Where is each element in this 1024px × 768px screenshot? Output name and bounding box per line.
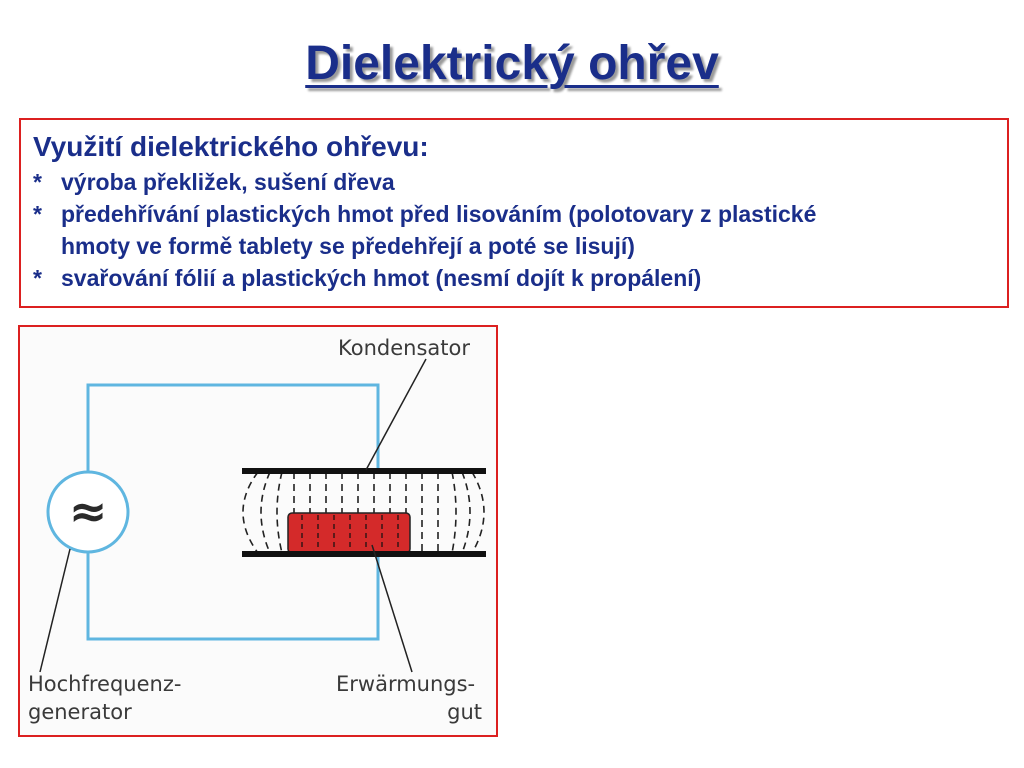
- bullet-text: svařování fólií a plastických hmot (nesmí dojít k propálení): [61, 265, 702, 291]
- bullet-marker: *: [33, 201, 42, 227]
- usage-heading: Využití dielektrického ohřevu:: [33, 131, 429, 162]
- capacitor-bottom-plate: [242, 551, 486, 557]
- dielectric-heating-diagram: [18, 325, 498, 737]
- circuit-wire-bottom: [88, 547, 378, 639]
- bullet-item: [33, 262, 995, 294]
- bullet-marker: *: [33, 265, 42, 291]
- circuit-wire-top: [88, 385, 378, 477]
- generator-label-line2: generator: [28, 700, 132, 724]
- ac-wave-icon: ≈: [68, 484, 108, 538]
- workpiece: [288, 513, 410, 553]
- generator-leader-line: [40, 549, 70, 672]
- bullet-text: předehřívání plastických hmot před lisováním (polotovary z plastické: [61, 201, 817, 227]
- slide-title: Dielektrický ohřev: [305, 37, 719, 90]
- bullet-text: hmoty ve formě tablety se předehřejí a poté se lisují): [61, 233, 635, 259]
- circuit-diagram: [20, 327, 496, 735]
- capacitor-top-plate: [242, 468, 486, 474]
- usage-info-box: [19, 118, 1009, 308]
- generator-label-line1: Hochfrequenz-: [28, 672, 182, 696]
- capacitor-label: Kondensator: [338, 336, 470, 360]
- workpiece-label-line2: gut: [447, 700, 482, 724]
- bullet-text: výroba překližek, sušení dřeva: [61, 169, 395, 195]
- bullet-marker: *: [33, 169, 42, 195]
- bullet-item: [33, 198, 995, 262]
- capacitor-leader-line: [366, 359, 426, 470]
- bullet-item: [33, 166, 995, 198]
- workpiece-label-line1: Erwärmungs-: [336, 672, 476, 696]
